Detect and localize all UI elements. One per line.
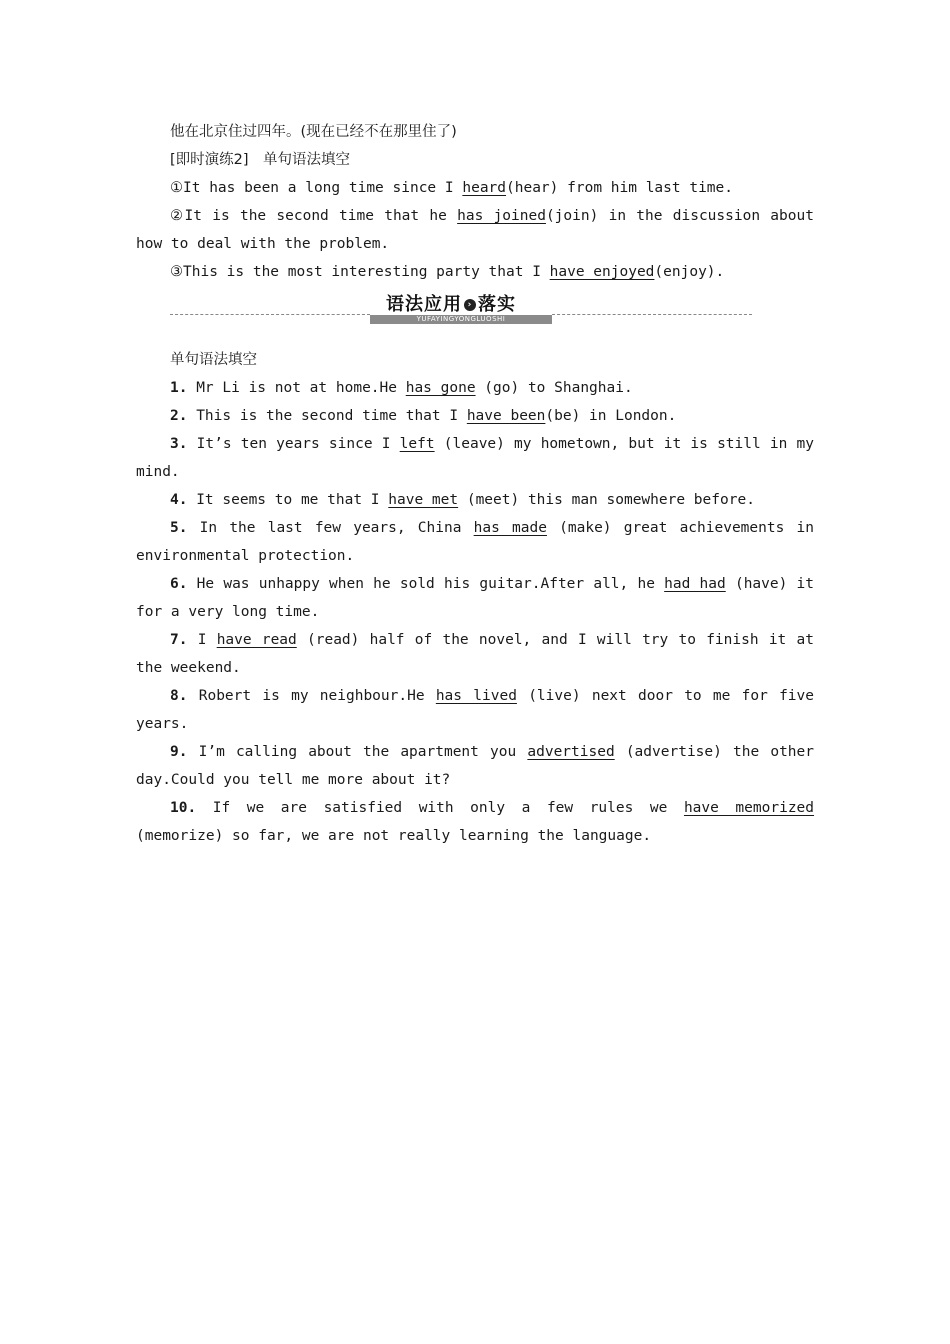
section-title (386, 290, 516, 316)
exercise-item (136, 430, 814, 486)
section-title-left: 语法应用 (386, 294, 462, 315)
item-text: In the last few years, China (187, 520, 474, 536)
item-text: ①It has been a long time since I (170, 180, 463, 196)
answer-blank: left (399, 436, 435, 452)
item-text: ②It is the second time that he (170, 208, 458, 224)
item-text: It’s ten years since I (187, 436, 400, 452)
item-text: (memorize) so far, we are not really learning the language. (136, 828, 652, 844)
item-text: (read) half of the novel, and I will try to finish it at the weekend. (136, 632, 814, 676)
answer-blank: has lived (435, 688, 517, 704)
dashed-divider (552, 314, 752, 315)
practice-heading: [即时演练2] 单句语法填空 (170, 152, 351, 168)
item-text: (meet) this man somewhere before. (458, 492, 755, 508)
section-banner (136, 288, 814, 344)
answer-blank: has joined (457, 208, 546, 224)
practice-item (136, 258, 814, 286)
item-text: (hear) from him last time. (506, 180, 733, 196)
item-number: 5. (170, 520, 188, 536)
answer-blank: heard (462, 180, 507, 196)
item-text: (leave) my hometown, but it is still in my mind. (136, 436, 814, 480)
item-number: 1. (170, 380, 188, 396)
item-text: (be) in London. (545, 408, 677, 424)
item-text: (go) to Shanghai. (475, 380, 633, 396)
exercise-item (136, 514, 814, 570)
answer-blank: has gone (405, 380, 476, 396)
example-translation: 他在北京住过四年。(现在已经不在那里住了) (170, 124, 457, 140)
item-text: I (187, 632, 217, 648)
exercise-list (136, 374, 814, 850)
item-number: 9. (170, 744, 188, 760)
item-number: 4. (170, 492, 188, 508)
exercise-item (136, 402, 814, 430)
exercise-item (136, 794, 814, 850)
item-text: I’m calling about the apartment you (187, 744, 528, 760)
item-text: Robert is my neighbour.He (187, 688, 436, 704)
exercise-item (136, 570, 814, 626)
item-number: 2. (170, 408, 188, 424)
item-text: Mr Li is not at home.He (187, 380, 406, 396)
answer-blank: have met (388, 492, 459, 508)
item-text: ③This is the most interesting party that I (170, 264, 550, 280)
answer-blank: have been (466, 408, 546, 424)
item-text: (live) next door to me for five years. (136, 688, 814, 732)
section-title-right: 落实 (478, 294, 516, 315)
item-number: 6. (170, 576, 188, 592)
exercise-item (136, 682, 814, 738)
item-text: It seems to me that I (187, 492, 389, 508)
practice-item (136, 174, 814, 202)
answer-blank: have enjoyed (549, 264, 655, 280)
answer-blank: have memorized (683, 800, 815, 816)
item-number: 7. (170, 632, 188, 648)
exercise-item (136, 486, 814, 514)
item-number: 8. (170, 688, 188, 704)
item-text: He was unhappy when he sold his guitar.After all, he (187, 576, 665, 592)
practice-item (136, 202, 814, 258)
item-text: If we are satisfied with only a few rules we (196, 800, 684, 816)
item-text: (join) in the discussion about how to deal with the problem. (136, 208, 814, 252)
exercise-heading: 单句语法填空 (170, 352, 257, 368)
item-text: (make) great achievements in environmental protection. (136, 520, 814, 564)
item-number: 3. (170, 436, 188, 452)
item-text: (enjoy). (654, 264, 725, 280)
item-text: (advertise) the other day.Could you tell me more about it? (136, 744, 814, 788)
item-text: This is the second time that I (187, 408, 467, 424)
exercise-item (136, 374, 814, 402)
item-text: (have) it for a very long time. (136, 576, 815, 620)
document-page (136, 118, 814, 850)
dashed-divider (170, 314, 370, 315)
arrow-right-icon: › (464, 299, 476, 311)
exercise-item (136, 738, 814, 794)
exercise-item (136, 626, 814, 682)
answer-blank: have read (216, 632, 297, 648)
answer-blank: advertised (527, 744, 615, 760)
answer-blank: had had (664, 576, 726, 592)
section-subtitle: YUFAYINGYONGLUOSHI (370, 315, 552, 324)
answer-blank: has made (473, 520, 547, 536)
item-number: 10. (170, 800, 197, 816)
